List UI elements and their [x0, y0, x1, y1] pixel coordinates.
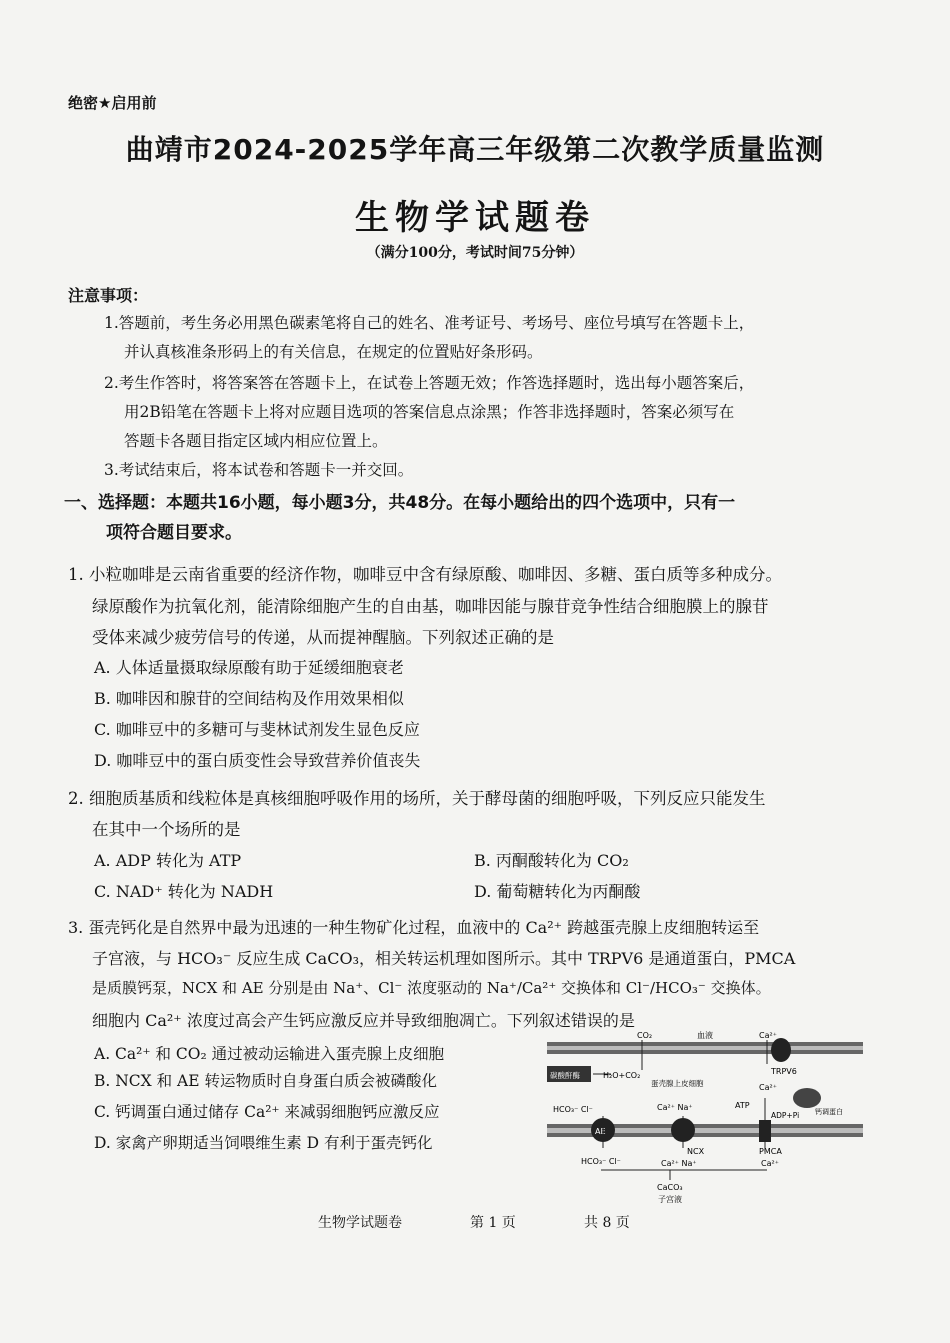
label-ca-na-out: Ca²⁺ Na⁺: [661, 1159, 697, 1168]
section-heading-cont: 项符合题目要求。: [106, 523, 242, 543]
q2-option-b: B. 丙酮酸转化为 CO₂: [474, 851, 629, 870]
section-heading: 一、选择题：本题共16小题，每小题3分，共48分。在每小题给出的四个选项中，只有一: [64, 493, 736, 513]
notice-line: 答题卡各题目指定区域内相应位置上。: [124, 432, 388, 450]
q3-option-a: A. Ca²⁺ 和 CO₂ 通过被动运输进入蛋壳腺上皮细胞: [94, 1045, 445, 1063]
notice-line: 用2B铅笔在答题卡上将对应题目选项的答案信息点涂黑；作答非选择题时，答案必须写在: [124, 403, 735, 421]
footer-page: 第 1 页: [470, 1215, 516, 1231]
label-calmodulin: 钙调蛋白: [815, 1108, 843, 1116]
q3-stem: 子宫液，与 HCO₃⁻ 反应生成 CaCO₃，相关转运机理如图所示。其中 TRPV6 是通道蛋白，PMCA: [92, 949, 796, 968]
q3-option-d: D. 家禽产卵期适当饲喂维生素 D 有利于蛋壳钙化: [94, 1134, 433, 1152]
q1-stem: 受体来减少疲劳信号的传递，从而提神醒脑。下列叙述正确的是: [92, 628, 554, 647]
label-adppi: ADP+Pi: [771, 1111, 800, 1120]
label-ncx: NCX: [687, 1147, 705, 1156]
label-ca-out: Ca²⁺: [761, 1159, 779, 1168]
label-pmca: PMCA: [759, 1147, 782, 1156]
label-ae: AE: [595, 1127, 606, 1136]
confidential-label: 绝密★启用前: [68, 94, 157, 112]
label-caco3: CaCO₃: [657, 1183, 683, 1192]
notice-line: 1.答题前，考生务必用黑色碳素笔将自己的姓名、准考证号、考场号、座位号填写在答题卡上，: [104, 314, 755, 332]
q1-option-c: C. 咖啡豆中的多糖可与斐林试剂发生显色反应: [94, 720, 420, 739]
q2-stem: 在其中一个场所的是: [92, 820, 241, 839]
exam-title: 曲靖市2024-2025学年高三年级第二次教学质量监测: [125, 133, 825, 166]
label-reaction: H₂O+CO₂: [603, 1071, 641, 1080]
q2-option-a: A. ADP 转化为 ATP: [94, 851, 242, 870]
top-membrane: [547, 1042, 863, 1054]
calmodulin-shape: [793, 1088, 821, 1108]
q2-option-c: C. NAD⁺ 转化为 NADH: [94, 882, 274, 901]
label-ca-na: Ca²⁺ Na⁺: [657, 1103, 693, 1112]
q1-option-b: B. 咖啡因和腺苷的空间结构及作用效果相似: [94, 689, 404, 708]
q3-stem: 是质膜钙泵，NCX 和 AE 分别是由 Na⁺、Cl⁻ 浓度驱动的 Na⁺/Ca²⁺ 交换体和 Cl⁻/HCO₃⁻ 交换体。: [92, 979, 771, 997]
q3-stem: 3. 蛋壳钙化是自然界中最为迅速的一种生物矿化过程，血液中的 Ca²⁺ 跨越蛋壳腺上皮细胞转运至: [68, 918, 760, 937]
label-uterine-fluid: 子宫液: [658, 1195, 682, 1204]
calcium-transport-diagram: [545, 1028, 865, 1210]
notice-line: 并认真核准条形码上的有关信息，在规定的位置贴好条形码。: [124, 343, 543, 361]
notice-line: 3.考试结束后，将本试卷和答题卡一并交回。: [104, 461, 414, 479]
label-hco3-cl-out: HCO₃⁻ Cl⁻: [581, 1157, 621, 1166]
q1-option-a: A. 人体适量摄取绿原酸有助于延缓细胞衰老: [94, 658, 404, 677]
q1-stem: 1. 小粒咖啡是云南省重要的经济作物，咖啡豆中含有绿原酸、咖啡因、多糖、蛋白质等多种成分。: [68, 565, 782, 584]
footer-total: 共 8 页: [584, 1215, 630, 1231]
q2-stem: 2. 细胞质基质和线粒体是真核细胞呼吸作用的场所，关于酵母菌的细胞呼吸，下列反应只能发生: [68, 789, 766, 808]
notice-heading: 注意事项：: [68, 286, 149, 305]
subject-title: 生物学试题卷: [355, 198, 595, 238]
q1-option-d: D. 咖啡豆中的蛋白质变性会导致营养价值丧失: [94, 751, 421, 770]
q3-option-b: B. NCX 和 AE 转运物质时自身蛋白质会被磷酸化: [94, 1072, 437, 1090]
label-ca-in: Ca²⁺: [759, 1083, 777, 1092]
exam-info: （满分100分，考试时间75分钟）: [366, 245, 584, 261]
label-ca-top: Ca²⁺: [759, 1031, 777, 1040]
label-blood: 血液: [697, 1031, 713, 1040]
footer-subject: 生物学试题卷: [318, 1215, 402, 1231]
q2-option-d: D. 葡萄糖转化为丙酮酸: [474, 882, 641, 901]
q1-stem: 绿原酸作为抗氧化剂，能清除细胞产生的自由基，咖啡因能与腺苷竞争性结合细胞膜上的腺苷: [92, 597, 769, 616]
label-co2: CO₂: [637, 1031, 653, 1040]
label-trpv6: TRPV6: [771, 1067, 797, 1076]
label-cell: 蛋壳腺上皮细胞: [651, 1079, 704, 1088]
trpv6-channel: [771, 1038, 791, 1062]
label-atp: ATP: [735, 1101, 750, 1110]
label-hco3-cl: HCO₃⁻ Cl⁻: [553, 1105, 593, 1114]
q3-option-c: C. 钙调蛋白通过储存 Ca²⁺ 来减弱细胞钙应激反应: [94, 1103, 440, 1121]
label-enzyme: 碳酸酐酶: [550, 1071, 580, 1080]
notice-line: 2.考生作答时，将答案答在答题卡上，在试卷上答题无效；作答选择题时，选出每小题答案后，: [104, 374, 755, 392]
q3-stem: 细胞内 Ca²⁺ 浓度过高会产生钙应激反应并导致细胞凋亡。下列叙述错误的是: [92, 1011, 635, 1030]
